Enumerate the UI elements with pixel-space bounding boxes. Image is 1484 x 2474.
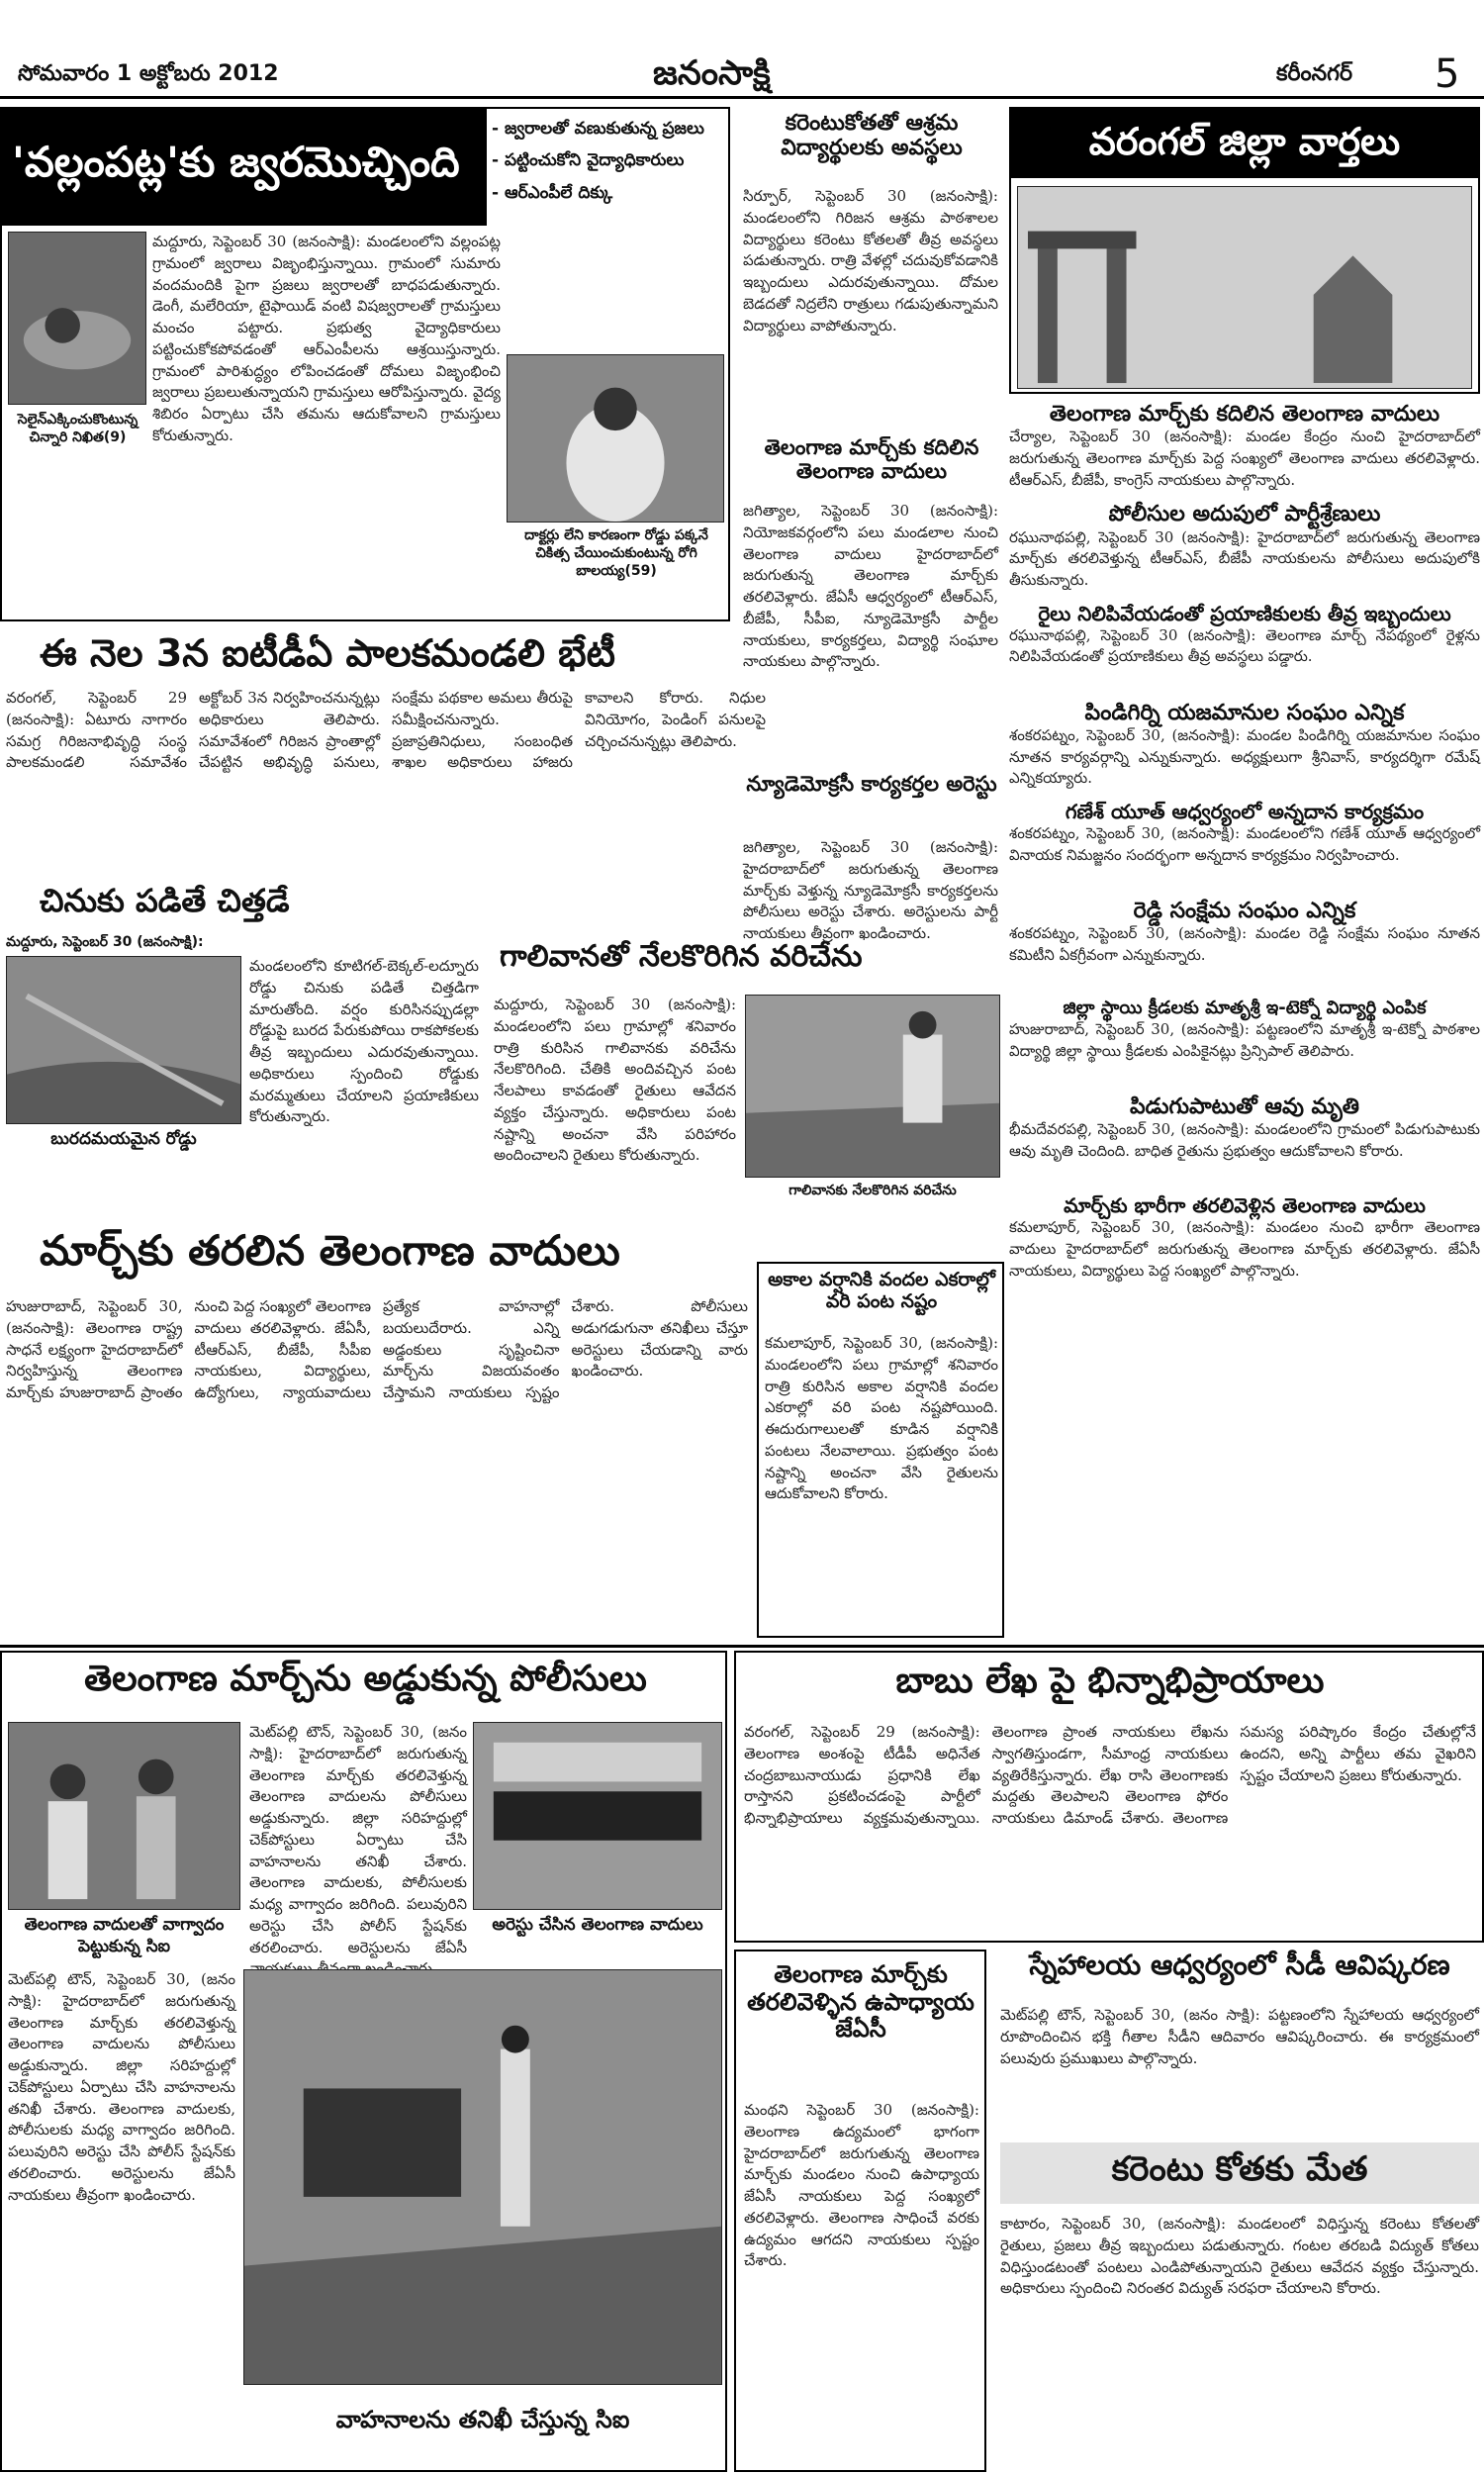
march-tarali-headline: మార్చ్‌కు తరలిన తెలంగాణ వాదులు: [40, 1226, 620, 1275]
vallampatla-headline: 'వల్లంపట్ల'కు జ్వరమొచ్చింది: [2, 109, 487, 226]
police-block-body-2: మెట్‌పల్లి టౌన్, సెప్టెంబర్ 30, (జనం సాక్షి): హైదరాబాద్‌లో జరుగుతున్న తెలంగాణ మార్చ్‌కు తరలివెళ్తున్న తెలంగాణ వాదులను పోలీసులు అడ్డుకున్నారు. జిల్లా సరిహద్దుల్లో చెక్‌పోస్టులు ఏర్పాటు చేసి వాహనాలను తనిఖీ చేశారు. తెలంగాణ వాదులకు, పోలీసులకు మధ్య వాగ్వాదం జరిగింది. పలువురిని అరెస్టు చేసి పోలీస్ స్టేషన్‌కు తరలించారు. అరెస్టులను జేఏసీ నాయకులు తీవ్రంగా ఖండించారు.: [8, 1970, 235, 2204]
police-block-body: మెట్‌పల్లి టౌన్, సెప్టెంబర్ 30, (జనం సాక్షి): హైదరాబాద్‌లో జరుగుతున్న తెలంగాణ మార్చ్‌కు తరలివెళ్తున్న తెలంగాణ వాదులను పోలీసులు అడ్డుకున్నారు. జిల్లా సరిహద్దుల్లో చెక్‌పోస్టులు ఏర్పాటు చేసి వాహనాలను తనిఖీ చేశారు. తెలంగాణ వాదులకు, పోలీసులకు మధ్య వాగ్వాదం జరిగింది. పలువురిని అరెస్టు చేసి పోలీస్ స్టేషన్‌కు తరలించారు. అరెస్టులను జేఏసీ: [249, 1723, 467, 1956]
march-mid-body: జగిత్యాల, సెప్టెంబర్ 30 (జనంసాక్షి): నియోజకవర్గంలోని పలు మండలాల నుంచి తెలంగాణ వాదులు హైదరాబాద్‌లో జరుగుతున్న తెలంగాణ మార్చ్‌కు తరలివెళ్లారు. జేఏసీ ఆధ్వర్యంలో టీఆర్ఎస్, బీజేపీ, సీపీఐ, న్యూడెమోక్రసీ పార్టీల నాయకులు, కార్యకర్తలు, విద్యార్థి సంఘాల నాయకులు పాల్గొన్నారు.: [743, 502, 998, 671]
news-headline: రెడ్డి సంక్షేమ సంఘం ఎన్నిక: [1133, 898, 1356, 923]
vallampatla-article: [0, 107, 730, 621]
warangal-news-list: [1009, 402, 1480, 1649]
unseasonal-rain-article: [757, 1262, 1004, 1638]
power-cut-feed-body: కాటారం, సెప్టెంబర్ 30, (జనంసాక్షి): మండలంలో విధిస్తున్న కరెంటు కోతలతో రైతులు, ప్రజలు తీవ్ర ఇబ్బందులు పడుతున్నారు. గంటల తరబడి విద్యుత్ కోతలు విధిస్తుండటంతో పంటలు ఎండిపోతున్నాయని రైతులు ఆవేదన వ్యక్తం చేస్తున్నారు. అధికారులు స్పందించి నిరంతర విద్యుత్ సరఫరా చేయాలని కోరారు.: [1000, 2215, 1479, 2298]
vallampatla-body: మద్దూరు, సెప్టెంబర్ 30 (జనంసాక్షి): మండలంలోని వల్లంపట్ల గ్రామంలో జ్వరాలు విజృంభిస్తున్నాయి. గ్రామంలో సుమారు వందమందికి పైగా ప్రజలు జ్వరాలతో బాధపడుతున్నారు. డెంగీ, మలేరియా, టైఫాయిడ్ వంటి విషజ్వరాలతో గ్రామస్తులు మంచం పట్టారు. ప్రభుత్వ వైద్యాధికారులు పట్టించుకోకపోవడంతో ఆర్ఎంపీలను ఆశ్రయిస్తున్నారు. గ్రామంలో పారిశుద్ధ్యం లోపించడంతో దోమలు విజృంభించి జ్వరాలు ప్రబలుతున్నాయని గ్రామస్తులు ఆరోపిస్తున్నారు. వైద్య శిబిరం ఏర్పాటు చేసి తమను ఆదుకోవాలని గ్రామస్తులు కోరుతున్నారు.: [152, 233, 501, 444]
rain-road-article: [0, 883, 485, 1219]
news-headline: పిండిగిర్ని యజమానుల సంఘం ఎన్నిక: [1084, 700, 1405, 725]
power-cut-feed-article: [994, 2142, 1484, 2472]
teachers-jac-headline: తెలంగాణ మార్చ్‌కు తరలివెళ్ళిన ఉపాధ్యాయ జేఏసీ: [747, 1960, 974, 2044]
news-headline: రైలు నిలిపివేయడంతో ప్రయాణికులకు తీవ్ర ఇబ్బందులు: [1038, 601, 1451, 625]
ci-argument-caption: తెలంగాణ వాదులతో వాగ్వాదం పెట్టుకున్న సిఐ: [24, 1915, 225, 1957]
march-tarali-article: [0, 1227, 752, 1643]
warangal-news-item: [1009, 1194, 1480, 1285]
newdemocracy-article: [737, 772, 1004, 940]
bullet-item: - ఆర్ఎంపీలే దిక్కు: [492, 182, 613, 203]
warangal-section: [1009, 107, 1484, 1651]
paddy-body: మద్దూరు, సెప్టెంబర్ 30 (జనంసాక్షి): మండలంలోని పలు గ్రామాల్లో శనివారం రాత్రి కురిసిన గాలివానకు వరిచేను నేలకొరిగింది. చేతికి అందివచ్చిన పంట నేలపాలు కావడంతో రైతులు ఆవేదన వ్యక్తం చేస్తున్నారు. అధికారులు పంట నష్టాన్ని అంచనా వేసి పరిహారం అందించాలని రైతులు కోరుతున్నారు.: [494, 996, 736, 1165]
news-body: చేర్యాల, సెప్టెంబర్ 30 (జనంసాక్షి): మండల కేంద్రం నుంచి హైదరాబాద్‌లో జరుగుతున్న తెలంగాణ మార్చ్‌కు పెద్ద సంఖ్యలో తెలంగాణ వాదులు తరలివెళ్లారు. టీఆర్ఎస్, బీజేపీ, కాంగ్రెస్ నాయకులు పాల్గొన్నారు.: [1009, 428, 1480, 489]
page-number: 5: [1435, 51, 1460, 97]
news-body: శంకరపట్నం, సెప్టెంబర్ 30, (జనంసాక్షి): మండల పిండిగిర్ని యజమానుల సంఘం నూతన కార్యవర్గాన్ని ఎన్నుకున్నారు. అధ్యక్షులుగా శ్రీనివాస్, కార్యదర్శిగా రమేష్ ఎన్నికయ్యారు.: [1009, 725, 1480, 788]
masthead: [0, 0, 1484, 99]
rain-road-body: మండలంలోని కూటిగల్-బెక్కల్-లద్నూరు రోడ్డు చినుకు పడితే చిత్తడిగా మారుతోంది. వర్షం కురిసినప్పుడల్లా రోడ్డుపై బురద పేరుకుపోయి రాకపోకలకు తీవ్ర ఇబ్బందులు ఎదురవుతున్నాయి. అధికారులు స్పందించి రోడ్డుకు మరమ్మతులు చేయాలని ప్రయాణికులు కోరుతున్నారు.: [249, 957, 479, 1126]
muddy-road-photo: [6, 956, 241, 1124]
snehalaya-body: మెట్‌పల్లి టౌన్, సెప్టెంబర్ 30, (జనం సాక్షి): పట్టణంలోని స్నేహాలయ ఆధ్వర్యంలో రూపొందించిన భక్తి గీతాల సీడీని ఆదివారం ఆవిష్కరించారు. ఈ కార్యక్రమంలో పలువురు ప్రముఖులు పాల్గొన్నారు.: [1000, 2006, 1479, 2067]
news-headline: జిల్లా స్థాయి క్రీడలకు మాతృశ్రీ ఇ-టెక్నో విద్యార్థి ఎంపిక: [1063, 998, 1427, 1019]
issue-date: సోమవారం 1 అక్టోబరు 2012: [18, 61, 279, 86]
sick-child-caption: సెలైన్‌ఎక్కించుకొంటున్న చిన్నారి నిఖిత(9): [17, 412, 139, 446]
warangal-news-item: [1009, 899, 1480, 991]
police-station-photo: [473, 1722, 722, 1910]
warangal-news-item: [1009, 603, 1480, 693]
warangal-banner-title: వరంగల్ జిల్లా వార్తలు: [1011, 109, 1478, 178]
news-headline: తెలంగాణ మార్చ్‌కు కదిలిన తెలంగాణ వాదులు: [1049, 402, 1440, 427]
muddy-road-caption: బురదమయమైన రోడ్డు: [50, 1129, 197, 1149]
warangal-news-item: [1009, 701, 1480, 793]
babu-letter-article: [734, 1651, 1484, 1943]
news-headline: గణేశ్ యూత్ ఆధ్వర్యంలో అన్నదాన కార్యక్రమం: [1065, 799, 1425, 823]
vehicle-check-photo: [243, 1969, 722, 2385]
warangal-news-item: [1009, 999, 1480, 1087]
bullet-item: - పట్టించుకోని వైద్యాధికారులు: [492, 150, 685, 171]
power-cut-article: [737, 107, 1004, 424]
section-divider: [0, 1645, 1484, 1648]
warangal-news-item: [1009, 801, 1480, 891]
unseasonal-rain-headline: అకాల వర్షానికి వందల ఎకరాల్లో వరి పంట నష్టం: [768, 1269, 995, 1312]
news-body: కమలాపూర్, సెప్టెంబర్ 30, (జనంసాక్షి): మండలం నుంచి భారీగా తెలంగాణ వాదులు హైదరాబాద్‌లో జరుగుతున్న తెలంగాణ మార్చ్‌కు తరలివెళ్లారు. జేఏసీ నాయకులు, విద్యార్థులు పెద్ద సంఖ్యలో పాల్గొన్నారు.: [1009, 1218, 1480, 1280]
teachers-jac-body: మంథని సెప్టెంబర్ 30 (జనంసాక్షి): తెలంగాణ ఉద్యమంలో భాగంగా హైదరాబాద్‌లో జరుగుతున్న తెలంగాణ మార్చ్‌కు మండలం నుంచి ఉపాధ్యాయ జేఏసీ నాయకులు పెద్ద సంఖ్యలో తరలివెళ్లారు. తెలంగాణ సాధించే వరకు ఉద్యమం ఆగదని నాయకులు స్పష్టం చేశారు.: [744, 2101, 979, 2270]
edition-city: కరీంనగర్: [1276, 61, 1353, 86]
power-cut-body: సిర్పూర్, సెప్టెంబర్ 30 (జనంసాక్షి): మండలంలోని గిరిజన ఆశ్రమ పాఠశాలల విద్యార్థులు కరెంటు కోతలతో తీవ్ర అవస్థలు పడుతున్నారు. రాత్రి వేళల్లో చదువుకోవడానికి ఇబ్బందులు ఎదురవుతున్నాయి. దోమల బెడదతో నిద్రలేని రాత్రులు గడుపుతున్నామని విద్యార్థులు వాపోతున్నారు.: [743, 187, 998, 334]
itda-headline: ఈ నెల 3న ఐటీడీఏ పాలకమండలి భేటీ: [40, 631, 615, 675]
march-tarali-body: హుజురాబాద్, సెప్టెంబర్ 30, (జనంసాక్షి): తెలంగాణ రాష్ట్ర సాధనే లక్ష్యంగా హైదరాబాద్‌లో నిర్వహిస్తున్న తెలంగాణ మార్చ్‌కు హుజురాబాద్ ప్రాంతం నుంచి పెద్ద సంఖ్యలో తెలంగాణ వాదులు తరలివెళ్లారు. జేఏసీ, టీఆర్ఎస్, బీజేపీ, సీపీఐ నాయకులు, విద్యార్థులు, ఉద్యోగులు, న్యాయవాదులు ప్రత్యేక వాహనాల్లో బయలుదేరారు. ఎన్ని అడ్డంకులు సృష్టించినా మార్చ్‌ను విజయవంతం చేస్తామని నాయకులు స్పష్టం చేశారు. పోలీసులు అడుగడుగునా తనిఖీలు చేస్తూ అరెస్టులు చేయడాన్ని వారు ఖండించారు.: [6, 1297, 748, 1401]
warangal-news-item: [1009, 502, 1480, 594]
newdemocracy-body: జగిత్యాల, సెప్టెంబర్ 30 (జనంసాక్షి): హైదరాబాద్‌లో జరుగుతున్న తెలంగాణ మార్చ్‌కు వెళ్తున్న న్యూడెమోక్రసీ కార్యకర్తలను పోలీసులు అరెస్టు చేశారు. అరెస్టులను పార్టీ నాయకులు తీవ్రంగా ఖండించారు.: [743, 838, 998, 942]
babu-letter-body: వరంగల్, సెప్టెంబర్ 29 (జనంసాక్షి): తెలంగాణ అంశంపై టీడీపీ అధినేత చంద్రబాబునాయుడు ప్రధానికి లేఖ రాస్తానని ప్రకటించడంపై పార్టీలో భిన్నాభిప్రాయాలు వ్యక్తమవుతున్నాయి. తెలంగాణ ప్రాంత నాయకులు లేఖను స్వాగతిస్తుండగా, సీమాంధ్ర నాయకులు వ్యతిరేకిస్తున్నారు. లేఖ రాసి తెలంగాణకు మద్దతు తెలపాలని తెలంగాణ ఫోరం నాయకులు డిమాండ్ చేశారు. తెలంగాణ సమస్య పరిష్కారం కేంద్రం చేతుల్లోనే ఉందని, అన్ని పార్టీలు తమ వైఖరిని స్పష్టం చేయాలని ప్రజలు కోరుతున్నారు.: [744, 1723, 1476, 1827]
news-body: రఘునాథపల్లి, సెప్టెంబర్ 30 (జనంసాక్షి): హైదరాబాద్‌లో జరుగుతున్న తెలంగాణ మార్చ్‌కు తరలివెళ్తున్న టీఆర్ఎస్, బీజేపీ నాయకులను పోలీసులు అదుపులోకి తీసుకున్నారు.: [1009, 527, 1480, 590]
sick-child-photo: [8, 232, 146, 405]
power-cut-feed-headline: కరెంటు కోతకు మేత: [1000, 2142, 1479, 2204]
ci-argument-photo: [8, 1722, 240, 1910]
newdemocracy-headline: న్యూడెమోక్రసీ కార్యకర్తల అరెస్టు: [746, 772, 997, 796]
news-body: భీమదేవరపల్లి, సెప్టెంబర్ 30, (జనంసాక్షి): మండలంలోని గ్రామంలో పిడుగుపాటుకు ఆవు మృతి చెందింది. బాధిత రైతును ప్రభుత్వం ఆదుకోవాలని కోరారు.: [1009, 1120, 1480, 1160]
itda-body: వరంగల్, సెప్టెంబర్ 29 (జనంసాక్షి): ఏటూరు నాగారం సమగ్ర గిరిజనాభివృద్ధి సంస్థ పాలకమండలి సమావేశం అక్టోబర్ 3న నిర్వహించనున్నట్లు అధికారులు తెలిపారు. సమావేశంలో గిరిజన ప్రాంతాల్లో చేపట్టిన అభివృద్ధి పనులు, సంక్షేమ పథకాల అమలు తీరుపై సమీక్షించనున్నారు. ప్రజాప్రతినిధులు, సంబంధిత శాఖల అధికారులు హాజరు కావాలని కోరారు. నిధుల వినియోగం, పెండింగ్ పనులపై చర్చించనున్నట్లు తెలిపారు.: [6, 689, 766, 772]
police-block-article: [0, 1651, 727, 2472]
news-headline: పోలీసుల అదుపులో పార్టీశ్రేణులు: [1108, 502, 1381, 527]
rain-road-headline: చినుకు పడితే చిత్తడే: [40, 882, 290, 919]
police-block-headline: తెలంగాణ మార్చ్‌ను అడ్డుకున్న పోలీసులు: [84, 1659, 647, 1699]
warangal-news-item: [1009, 402, 1480, 494]
bullet-item: - జ్వరాలతో వణుకుతున్న ప్రజలు: [492, 119, 704, 139]
paper-name: జనంసాక్షి: [653, 53, 771, 93]
patient-caption: దాక్టర్లు లేని కారణంగా రోడ్డు పక్కనే చికిత్స చేయించుకుంటున్న రోగి బాలయ్య(59): [524, 527, 708, 580]
snehalaya-article: [994, 1950, 1484, 2138]
snehalaya-headline: స్నేహాలయ ఆధ్వర్యంలో సీడీ ఆవిష్కరణ: [1029, 1949, 1450, 1981]
paddy-photo: [745, 995, 1000, 1178]
vallampatla-bullets: [492, 113, 727, 224]
news-body: శంకరపట్నం, సెప్టెంబర్ 30, (జనంసాక్షి): మండల రెడ్డి సంక్షేమ సంఘం నూతన కమిటీని ఏకగ్రీవంగా ఎన్నుకున్నారు.: [1009, 924, 1480, 964]
warangal-news-item: [1009, 1094, 1480, 1187]
kakatiya-arch-photo: [1017, 186, 1472, 389]
paddy-caption: గాలివానకు నేలకొరిగిన వరిచేను: [788, 1183, 957, 1198]
news-body: హుజురాబాద్, సెప్టెంబర్ 30, (జనంసాక్షి): పట్టణంలోని మాతృశ్రీ ఇ-టెక్నో పాఠశాల విద్యార్థి జిల్లా స్థాయి క్రీడలకు ఎంపికైనట్లు ప్రిన్సిపాల్ తెలిపారు.: [1009, 1019, 1480, 1060]
news-headline: పిడుగుపాటుతో ఆవు మృతి: [1130, 1094, 1359, 1119]
warangal-banner: [1009, 107, 1480, 394]
teachers-jac-article: [734, 1950, 986, 2472]
unseasonal-rain-body: కమలాపూర్, సెప్టెంబర్ 30, (జనంసాక్షి): మండలంలోని పలు గ్రామాల్లో శనివారం రాత్రి కురిసిన అకాల వర్షానికి వందల ఎకరాల్లో వరి పంట నష్టపోయింది. ఈదురుగాలులతో కూడిన వర్షానికి పంటలు నేలవాలాయి. ప్రభుత్వం పంట నష్టాన్ని అంచనా వేసి రైతులను ఆదుకోవాలని కోరారు.: [765, 1334, 998, 1503]
paddy-headline: గాలివానతో నేలకొరిగిన వరిచేను: [500, 939, 863, 974]
paddy-article: [490, 940, 1004, 1217]
arrested-caption: అరెస్టు చేసిన తెలంగాణ వాదులు: [492, 1915, 703, 1935]
power-cut-headline: కరెంటుకోతతో ఆశ్రమ విద్యార్థులకు అవస్థలు: [781, 111, 963, 161]
rain-road-dateline: మద్దూరు, సెప్టెంబర్ 30 (జనంసాక్షి):: [6, 934, 204, 950]
news-body: రఘునాథపల్లి, సెప్టెంబర్ 30 (జనంసాక్షి): తెలంగాణ మార్చ్ నేపథ్యంలో రైళ్లను నిలిపివేయడంతో ప్రయాణికులు తీవ్ర అవస్థలు పడ్డారు.: [1009, 625, 1480, 666]
itda-article: [0, 628, 772, 876]
vehicle-check-caption: వాహనాలను తనిఖీ చేస్తున్న సిఐ: [335, 2406, 630, 2433]
babu-letter-headline: బాబు లేఖ పై భిన్నాభిప్రాయాలు: [895, 1661, 1325, 1701]
news-headline: మార్చ్‌కు భారీగా తరలివెళ్లిన తెలంగాణ వాదులు: [1064, 1193, 1426, 1218]
march-mid-article: [737, 435, 1004, 762]
patient-photo: [507, 354, 724, 523]
march-mid-headline: తెలంగాణ మార్చ్‌కు కదిలిన తెలంగాణ వాదులు: [764, 435, 979, 484]
news-body: శంకరపట్నం, సెప్టెంబర్ 30, (జనంసాక్షి): మండలంలోని గణేశ్ యూత్ ఆధ్వర్యంలో వినాయక నిమజ్జనం సందర్భంగా అన్నదాన కార్యక్రమం నిర్వహించారు.: [1009, 823, 1480, 864]
